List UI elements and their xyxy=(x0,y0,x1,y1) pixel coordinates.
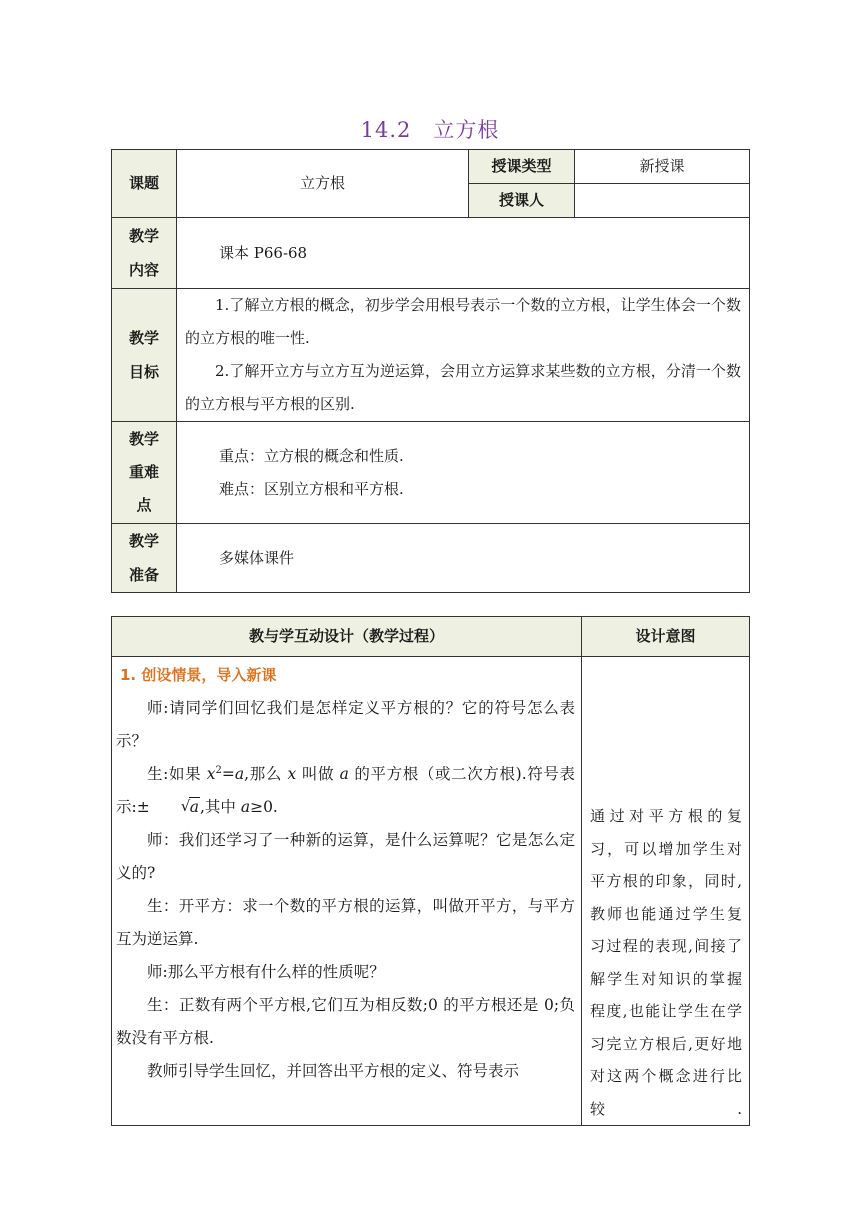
content-label-text: 教学内容 xyxy=(128,227,159,279)
goals-label-text: 教学目标 xyxy=(128,329,159,381)
key-value xyxy=(177,422,750,524)
difficult-point: 难点：区别立方根和平方根. xyxy=(219,479,404,498)
goals-value xyxy=(177,289,750,422)
content-label xyxy=(112,218,177,289)
exponent: 2 xyxy=(215,764,222,776)
var-x: x xyxy=(287,765,297,783)
topic-label: 课题 xyxy=(112,150,177,218)
answer-text: 生:如果 xyxy=(147,765,207,783)
answer-text: ,其中 xyxy=(199,798,241,816)
intent-content xyxy=(582,657,750,1126)
key-point: 重点：立方根的概念和性质. xyxy=(219,446,404,465)
prep-value-text: 多媒体课件 xyxy=(219,548,295,567)
type-label: 授课类型 xyxy=(469,150,575,184)
process-content xyxy=(112,657,582,1126)
prep-label-text: 教学准备 xyxy=(128,532,159,584)
answer-text: 叫做 xyxy=(296,765,340,783)
var-x: x xyxy=(206,765,216,783)
content-value-text: 课本 P66-68 xyxy=(219,243,308,262)
teacher-question-3: 师:那么平方根有什么样的性质呢？ xyxy=(147,963,385,981)
intent-header: 设计意图 xyxy=(582,617,750,657)
teacher-label: 授课人 xyxy=(469,184,575,218)
goal-1: 1.了解立方根的概念，初步学会用根号表示一个数的立方根，让学生体会一个数的立方根的唯一性. xyxy=(185,296,741,347)
teacher-question-2: 师：我们还学习了一种新的运算，是什么运算呢？它是怎么定义的? xyxy=(116,831,575,882)
intent-text: 通过对平方根的复习，可以增加学生对平方根的印象，同时,教师也能通过学生复习过程的表现,间接了解学生对知识的掌握程度,也能让学生在学习完立方根后,更好地对这两个概念进行比较. xyxy=(590,807,743,1118)
goal-2: 2.了解开立方与立方互为逆运算，会用立方运算求某些数的立方根，分清一个数的立方根与平方根的区别. xyxy=(185,362,741,413)
lesson-info-table xyxy=(111,149,750,593)
teacher-guidance: 教师引导学生回忆，并回答出平方根的定义、符号表示 xyxy=(147,1062,520,1080)
key-label-text: 教学重难点 xyxy=(128,430,159,514)
page-title: 14.2 立方根 xyxy=(360,118,500,142)
var-a: a xyxy=(339,765,349,783)
answer-text: ≥0. xyxy=(250,798,278,816)
teacher-question-1: 师:请同学们回忆我们是怎样定义平方根的？它的符号怎么表示？ xyxy=(116,699,575,750)
topic-value: 立方根 xyxy=(177,150,469,218)
sqrt-symbol: √ a xyxy=(180,797,199,816)
student-answer-2: 生：开平方：求一个数的平方根的运算，叫做开平方，与平方互为逆运算. xyxy=(116,897,575,948)
goals-label xyxy=(112,289,177,422)
key-label xyxy=(112,422,177,524)
prep-label xyxy=(112,524,177,593)
prep-value xyxy=(177,524,750,593)
var-a: a xyxy=(189,798,199,816)
student-answer-1 xyxy=(116,758,575,824)
var-a: a xyxy=(234,765,245,783)
student-answer-3: 生：正数有两个平方根,它们互为相反数;0 的平方根还是 0;负数没有平方根. xyxy=(116,996,575,1047)
var-a: a xyxy=(240,798,251,816)
content-value xyxy=(177,218,750,289)
equals-sign: = xyxy=(221,765,235,783)
teaching-process-table xyxy=(111,616,750,1126)
process-header: 教与学互动设计（教学过程） xyxy=(112,617,582,657)
type-value: 新授课 xyxy=(575,150,750,184)
teacher-value xyxy=(575,184,750,218)
answer-text: 的平方根（或二次方根).符号表示:± xyxy=(116,765,576,816)
answer-text: ,那么 xyxy=(244,765,288,783)
section-title: 1. 创设情景，导入新课 xyxy=(120,666,277,684)
